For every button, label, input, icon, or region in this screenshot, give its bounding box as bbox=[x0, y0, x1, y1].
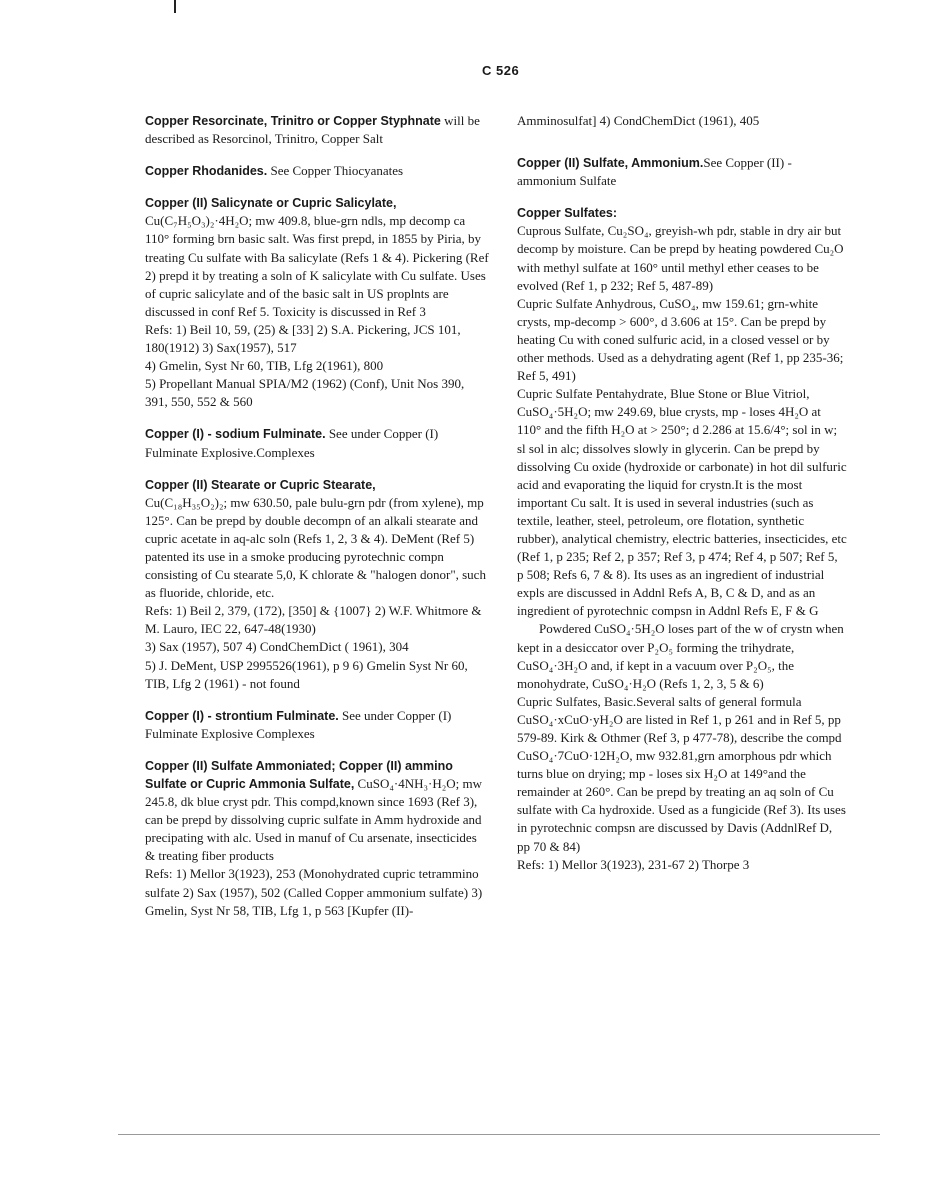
entry-heading: Copper (II) Sulfate, Ammonium. bbox=[517, 156, 704, 171]
ref-line: Refs: 1) Mellor 3(1923), 231-67 2) Thorpe 3 bbox=[517, 856, 750, 872]
entry-body: See Copper (II) - ammonium Sulfate bbox=[517, 155, 792, 189]
ref-line: Refs: 1) Mellor 3(1923), 253 (Monohydrated cupric tetrammino sulfate 2) Sax (1957), 502 (Called Copper ammonium sulfate) 3) Gmelin, Syst Nr 58, TIB, Lfg 1, p 563 [Kupfer (II)- bbox=[145, 866, 483, 918]
cuprous-sulfate-paragraph: Cuprous Sulfate, Cu₂SO₄, greyish-wh pdr, stable in dry air but decomp by moisture. Can be prepd by heating powdered Cu₂O with methyl sulfate at 160° until methyl ether ceases to be evolved (Ref 1, p 232; Ref 5, 487-89) bbox=[517, 223, 844, 293]
entry-heading: Copper (II) Stearate or Cupric Stearate, bbox=[145, 477, 376, 492]
entry-heading: Copper Sulfates: bbox=[517, 206, 618, 221]
entry-copper-sodium-fulminate bbox=[145, 425, 490, 461]
entry-body: mw 409.8, blue-grn ndls, mp decomp ca 110° forming brn basic salt. Was first prepd, in 1855 by Piria, by treating Cu sulfate with Ba salicylate (Refs 1 & 4). Pickering (Ref 2) prepd it by treating a soln of K salicylate with Cu sulfate. Uses of cupric salicylate and of the basic salt in US proplnts are discussed in conf Ref 5. Toxicity is discussed in Ref 3 bbox=[145, 213, 489, 319]
ref-line: Refs: 1) Beil 10, 59, (25) & [33] 2) S.A. Pickering, JCS 101, 180(1912) 3) Sax(1957), 517 bbox=[145, 321, 461, 356]
margin-mark bbox=[174, 0, 176, 13]
entry-copper-strontium-fulminate bbox=[145, 707, 490, 743]
entry-formula: Cu(C₁₈H₃₅O₂)₂; bbox=[145, 494, 228, 510]
entry-formula: Cu(C₇H₅O₃)₂·4H₂O; bbox=[145, 213, 253, 229]
ref-continuation bbox=[517, 112, 847, 130]
ref-line: 5) J. DeMent, USP 2995526(1961), p 9 6) Gmelin Syst Nr 60, TIB, Lfg 2 (1961) - not found bbox=[145, 657, 468, 691]
entry-copper-sulfates bbox=[517, 204, 847, 873]
entry-heading: Copper (I) - sodium Fulminate. bbox=[145, 427, 326, 442]
entry-copper-sulfate-ammoniated bbox=[145, 757, 490, 920]
ref-line: 4) Gmelin, Syst Nr 60, TIB, Lfg 2(1961), 800 bbox=[145, 358, 384, 374]
left-column bbox=[145, 112, 490, 934]
ref-line: Refs: 1) Beil 2, 379, (172), [350] & {1007} 2) W.F. Whitmore & M. Lauro, IEC 22, 647-48(1930) bbox=[145, 603, 482, 637]
cupric-sulfate-anhydrous-paragraph: Cupric Sulfate Anhydrous, CuSO₄, mw 159.61; grn-white crysts, mp-decomp > 600°, d 3.606 at 15°. Can be prepd by heating Cu with coned sulfuric acid, in a closed vessel or by other methods. Used as a dehydrating agent (Ref 1, pp 235-36; Ref 5, 491) bbox=[517, 295, 844, 384]
entry-copper-stearate bbox=[145, 476, 490, 693]
entry-body: will be described as Resorcinol, Trinitro, Copper Salt bbox=[145, 113, 480, 147]
footer-rule bbox=[118, 1134, 880, 1135]
right-column bbox=[517, 112, 847, 888]
page-number: C 526 bbox=[482, 63, 520, 78]
ref-line: 5) Propellant Manual SPIA/M2 (1962) (Conf), Unit Nos 390, 391, 550, 552 & 560 bbox=[145, 376, 465, 410]
ref-line: 3) Sax (1957), 507 4) CondChemDict ( 1961), 304 bbox=[145, 639, 409, 655]
entry-copper-rhodanides bbox=[145, 162, 490, 180]
entry-heading: Copper (II) Salicynate or Cupric Salicylate, bbox=[145, 196, 397, 211]
entry-body: See under Copper (I) Fulminate Explosive Complexes bbox=[145, 707, 452, 741]
entry-body: mw 245.8, dk blue cryst pdr. This compd,known since 1693 (Ref 3), can be prepd by dissolving cupric sulfate in Amm hydroxide and precipating with alc. Used in manuf of Cu arsenate, insecticides & treating fiber products bbox=[145, 776, 483, 864]
entry-heading: Copper Rhodanides. bbox=[145, 164, 268, 179]
continued-text: Amminosulfat] 4) CondChemDict (1961), 405 bbox=[517, 113, 760, 128]
entry-body: See Copper Thiocyanates bbox=[270, 163, 404, 179]
entry-body: mw 630.50, pale bulu-grn pdr (from xylene), mp 125°. Can be prepd by double decompn of an alkali stearate and cupric acetate in aq-alc soln (Refs 1, 2, 3 & 4). DeMent (Ref 5) patented its use in a smoke producing pyrotechnic compn consisting of Cu stearate 5,0, K chlorate & "halogen donor", such as fluoride, chloride, etc. bbox=[145, 494, 486, 601]
entry-body: See under Copper (I) Fulminate Explosive.Complexes bbox=[145, 426, 439, 460]
entry-copper-salicynate bbox=[145, 194, 490, 411]
cupric-sulfates-basic-paragraph: Cupric Sulfates, Basic.Several salts of general formula CuSO₄·xCuO·yH₂O are listed in Ref 1, p 261 and in Ref 5, pp 579-89. Kirk & Othmer (Ref 3, p 477-78), describe the compd CuSO₄·7CuO·12H₂O, mw 932.81,grn amorphous pdr which turns blue on drying; mp - loses six H₂O at 149°and the remainder at 260°. Can be prepd by treating an aq soln of Cu sulfate with Ca hydroxide. Used as a fungicide (Ref 3). Its uses in pyrotechnic compsn are discussed by Davis (AddnlRef D, pp 70 & 84) bbox=[517, 693, 846, 854]
entry-heading: Copper (II) Sulfate Ammoniated; Copper (II) ammino Sulfate or Cupric Ammonia Sulfate, bbox=[145, 758, 453, 791]
entry-formula: CuSO₄·4NH₃·H₂O; bbox=[357, 776, 460, 791]
entry-copper-resorcinate bbox=[145, 112, 490, 148]
entry-copper-sulfate-ammonium bbox=[517, 154, 847, 190]
entry-heading: Copper (I) - strontium Fulminate. bbox=[145, 708, 339, 723]
entry-heading: Copper Resorcinate, Trinitro or Copper Styphnate bbox=[145, 114, 441, 128]
powdered-sulfate-paragraph: Powdered CuSO₄·5H₂O loses part of the w of crystn when kept in a desiccator over P₂O₅ forming the trihydrate, CuSO₄·3H₂O and, if kept in a vacuum over P₂O₅, the monohydrate, CuSO₄·H₂O (Refs 1, 2, 3, 5 & 6) bbox=[517, 621, 844, 691]
cupric-sulfate-pentahydrate-paragraph: Cupric Sulfate Pentahydrate, Blue Stone or Blue Vitriol, CuSO₄·5H₂O; mw 249.69, blue crysts, mp - loses 4H₂O at 110° and the fifth H₂O at > 250°; d 2.286 at 15.6/4°; sol in w; sl sol in alc; dissolves slowly in glycerin. Can be prepd by dissolving Cu oxide (hydroxide or carbonate) in hot dil sulfuric acid and evaporating the liquid for crystn.It is the most important Cu salt. It is used in several industries (such as textile, leather, steel, petroleum, ore flotation, synthetic rubber), analytical chemistry, electric batteries, insecticides, etc (Ref 1, p 235; Ref 2, p 357; Ref 3, p 474; Ref 4, p 507; Ref 5, p 508; Refs 6, 7 & 8). Its uses as an ingredient of industrial expls are discussed in Addnl Refs A, B, C & D, and as an ingredient of pyrotechnic compsn in Addnl Refs E, F & G bbox=[517, 386, 847, 619]
